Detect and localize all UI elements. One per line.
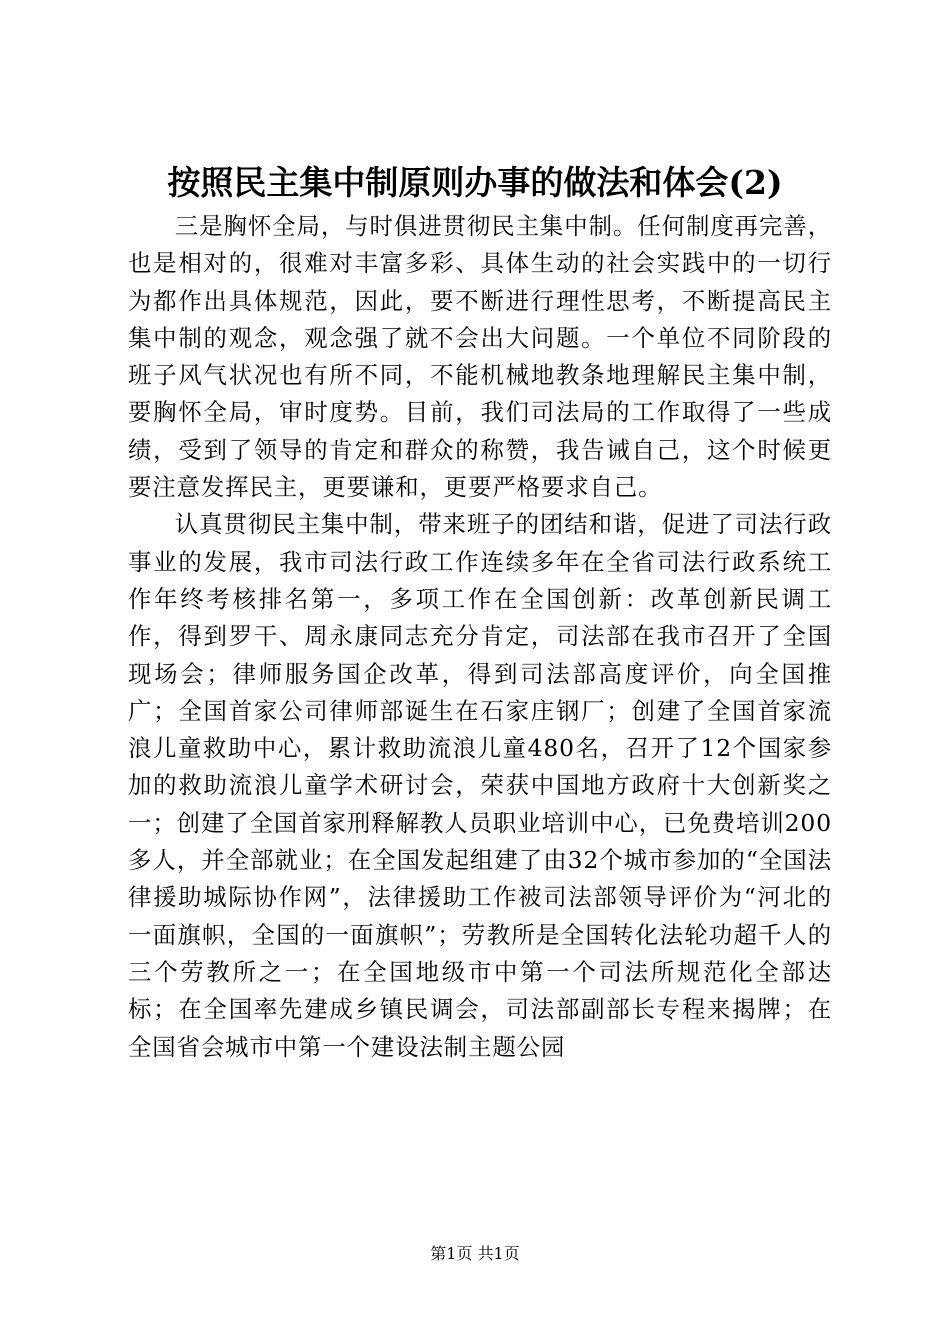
paragraph: 三是胸怀全局，与时俱进贯彻民主集中制。任何制度再完善，也是相对的，很难对丰富多彩、具体生动的社会实践中的一切行为都作出具体规范，因此，要不断进行理性思考，不断提高民主集中制的观念，观念强了就不会出大问题。一个单位不同阶段的班子风气状况也有所不同，不能机械地教条地理解民主集中制，要胸怀全局，审时度势。目前，我们司法局的工作取得了一些成绩，受到了领导的肯定和群众的称赞，我告诫自己，这个时候更要注意发挥民主，更要谦和，更要严格要求自己。 bbox=[128, 212, 832, 502]
page-title: 按照民主集中制原则办事的做法和体会(2) bbox=[167, 163, 783, 202]
paragraph: 认真贯彻民主集中制，带来班子的团结和谐，促进了司法行政事业的发展，我市司法行政工作连续多年在全省司法行政系统工作年终考核排名第一，多项工作在全国创新：改革创新民调工作，得到罗干、周永康同志充分肯定，司法部在我市召开了全国现场会；律师服务国企改革，得到司法部高度评价，向全国推广；全国首家公司律师部诞生在石家庄钢厂；创建了全国首家流浪儿童救助中心，累计救助流浪儿童480名，召开了12个国家参加的救助流浪儿童学术研讨会，荣获中国地方政府十大创新奖之一；创建了全国首家刑释解教人员职业培训中心，已免费培训200多人，并全部就业；在全国发起组建了由32个城市参加的“全国法律援助城际协作网”，法律援助工作被司法部领导评价为“河北的一面旗帜，全国的一面旗帜”；劳教所是全国转化法轮功超千人的三个劳教所之一；在全国地级市中第一个司法所规范化全部达标；在全国率先建成乡镇民调会，司法部副部长专程来揭牌；在全国省会城市中第一个建设法制主题公园 bbox=[128, 510, 832, 1061]
page-footer: 第1页 共1页 bbox=[430, 1244, 520, 1263]
document-body bbox=[128, 208, 832, 1066]
